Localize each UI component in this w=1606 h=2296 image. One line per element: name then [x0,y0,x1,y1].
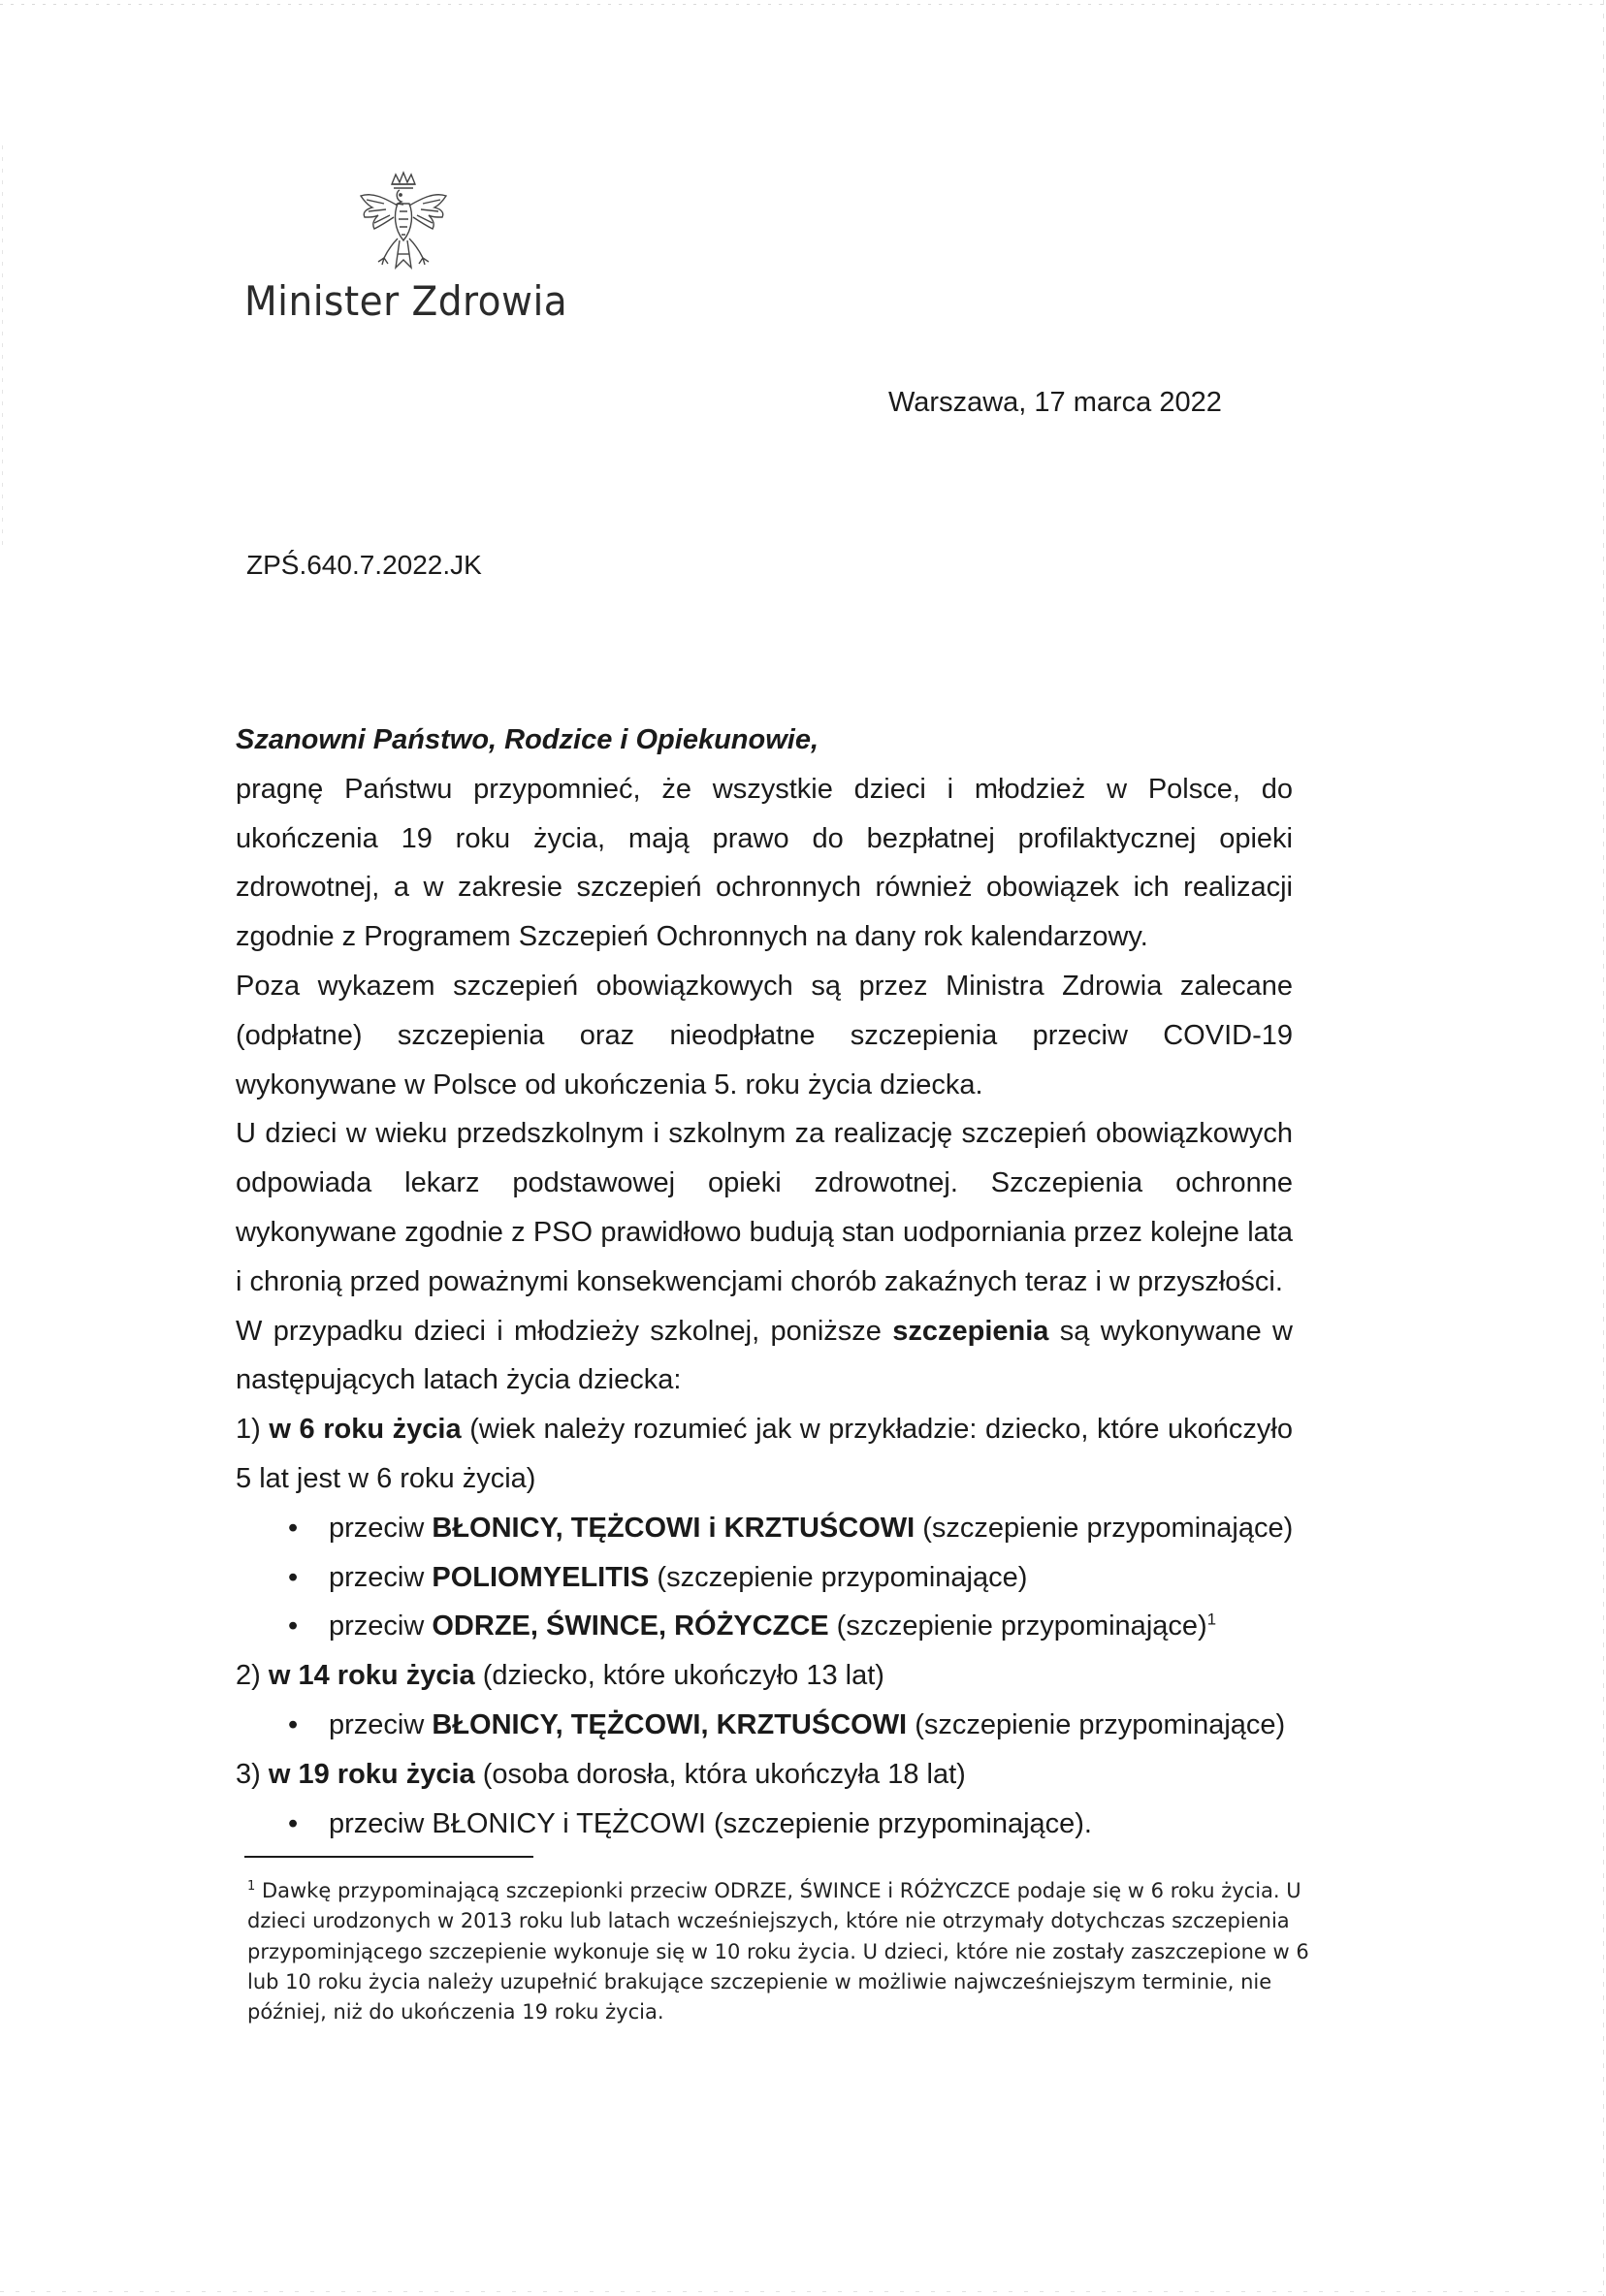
vaccine-item [236,1800,1293,1849]
vaccine-prefix: przeciw [329,1610,425,1642]
bullet-icon: • [288,1512,299,1544]
vaccine-prefix: przeciw [329,1561,425,1593]
vaccine-type: (szczepienie przypominające) [922,1512,1294,1544]
paragraph-line: W przypadku dzieci i młodzieży szkolnej, poniższe [236,1315,882,1347]
vaccine-diseases: BŁONICY, TĘŻCOWI i KRZTUŚCOWI [432,1512,915,1544]
schedule-age-6 [236,1405,1293,1504]
vaccine-diseases: POLIOMYELITIS [432,1561,650,1593]
vaccine-type: (szczepienie przypominające) [657,1561,1028,1593]
vaccine-item [236,1602,1293,1651]
vaccine-item [236,1504,1293,1553]
footnote-line: dzieci urodzonych w 2013 roku lub latach wcześniejszych, które nie otrzymały dotychczas szczepienia [247,1909,1290,1933]
paragraph-line: Poza wykazem szczepień obowiązkowych są przez Ministra Zdrowia zalecane [236,970,1293,1002]
paragraph-intro [236,765,1293,962]
scan-edge-bottom [0,2291,1606,2292]
paragraph-line: odpowiada lekarz podstawowej opieki zdrowotnej. Szczepienia ochronne wykonywane [236,1167,1293,1248]
footnote [247,1876,1309,2027]
polish-eagle-emblem-icon [355,171,452,279]
footnote-number: 1 [247,1879,256,1894]
schedule-age-19 [236,1750,1293,1800]
paragraph-line: szczepień ochronnych również obowiązek ich realizacji zgodnie z Programem [236,872,1293,953]
bullet-icon: • [288,1807,299,1839]
vaccine-prefix: przeciw [329,1512,425,1544]
bullet-icon: • [288,1561,299,1593]
paragraph-line: (odpłatne) szczepienia oraz nieodpłatne szczepienia przeciw COVID-19 wykonywane w [236,1019,1293,1100]
greeting: Szanowni Państwo, Rodzice i Opiekunowie, [236,724,819,755]
paragraph-line: pragnę Państwu przypomnieć, że wszystkie dzieci i młodzież w Polsce, do ukończenia [236,773,1293,854]
footnote-marker: 1 [1206,1610,1217,1629]
ministry-name: Minister Zdrowia [244,277,568,325]
emphasis-vaccinations: szczepienia [892,1315,1049,1347]
footnote-line: później, niż do ukończenia 19 roku życia. [247,2000,664,2025]
paragraph-line: są wykonywane w [1059,1315,1293,1347]
scan-edge-right [1603,0,1604,2296]
footnote-line: przypominjącego szczepienie wykonuje się w 10 roku życia. U dzieci, które nie zostały zaszczepione w 6 [247,1939,1309,1963]
paragraph-responsibility [236,1109,1293,1306]
vaccine-item [236,1701,1293,1750]
scan-edge-left [2,145,3,553]
paragraph-recommended [236,962,1293,1109]
schedule-number: 3) [236,1758,261,1790]
schedule-age: w 19 roku życia [268,1758,475,1790]
paragraph-line: Szczepień Ochronnych na dany rok kalendarzowy. [518,921,1148,953]
paragraph-line: Polsce od ukończenia 5. roku życia dziecka. [433,1068,983,1100]
vaccine-type: (szczepienie przypominające) [915,1708,1286,1740]
paragraph-schedule-intro [236,1307,1293,1406]
bullet-icon: • [288,1708,299,1740]
reference-number: ZPŚ.640.7.2022.JK [246,550,482,580]
schedule-age: w 14 roku życia [268,1660,475,1692]
bullet-icon: • [288,1610,299,1642]
vaccine-prefix: przeciw [329,1708,425,1740]
schedule-note: (wiek należy rozumieć jak w przykładzie: dziecko, które ukończyło 5 [236,1414,1293,1494]
paragraph-line: zgodnie z PSO prawidłowo budują stan uodporniania przez kolejne lata i chronią przed [236,1216,1293,1297]
letter-body [236,716,1293,1848]
paragraph-line: 19 roku życia, mają prawo do bezpłatnej profilaktycznej opieki zdrowotnej, a w zakresie [236,822,1293,904]
paragraph-line: następujących latach życia dziecka: [236,1364,682,1396]
schedule-note: lat jest w 6 roku życia) [259,1462,536,1494]
vaccine-diseases: BŁONICY, TĘŻCOWI, KRZTUŚCOWI [432,1708,908,1740]
letter-date: Warszawa, 17 marca 2022 [888,387,1222,418]
schedule-note: (osoba dorosła, która ukończyła 18 lat) [482,1758,966,1790]
vaccine-item [236,1553,1293,1603]
paragraph-line: poważnymi konsekwencjami chorób zakaźnych teraz i w przyszłości. [428,1265,1283,1297]
schedule-note: (dziecko, które ukończyło 13 lat) [482,1660,884,1692]
footnote-separator [244,1856,533,1858]
vaccine-diseases: ODRZE, ŚWINCE, RÓŻYCZCE [432,1610,829,1642]
footnote-line: $^1$ Dawkę przypominającą szczepionki przeciw ODRZE, ŚWINCE i RÓŻYCZCE podaje się w 6 roku życia. U [247,1879,1301,1902]
vaccine-text: przeciw BŁONICY i TĘŻCOWI (szczepienie przypominające). [329,1807,1092,1839]
schedule-number: 1) [236,1414,261,1446]
paragraph-line: U dzieci w wieku przedszkolnym i szkolnym za realizację szczepień obowiązkowych [236,1118,1293,1150]
schedule-age: w 6 roku życia [269,1414,462,1446]
footnote-line: lub 10 roku życia należy uzupełnić brakujące szczepienie w możliwie najwcześniejszym terminie, nie [247,1969,1272,1993]
schedule-number: 2) [236,1660,261,1692]
vaccine-type: (szczepienie przypominające) [836,1610,1207,1642]
scan-edge-top [0,4,1606,5]
schedule-age-14 [236,1651,1293,1701]
